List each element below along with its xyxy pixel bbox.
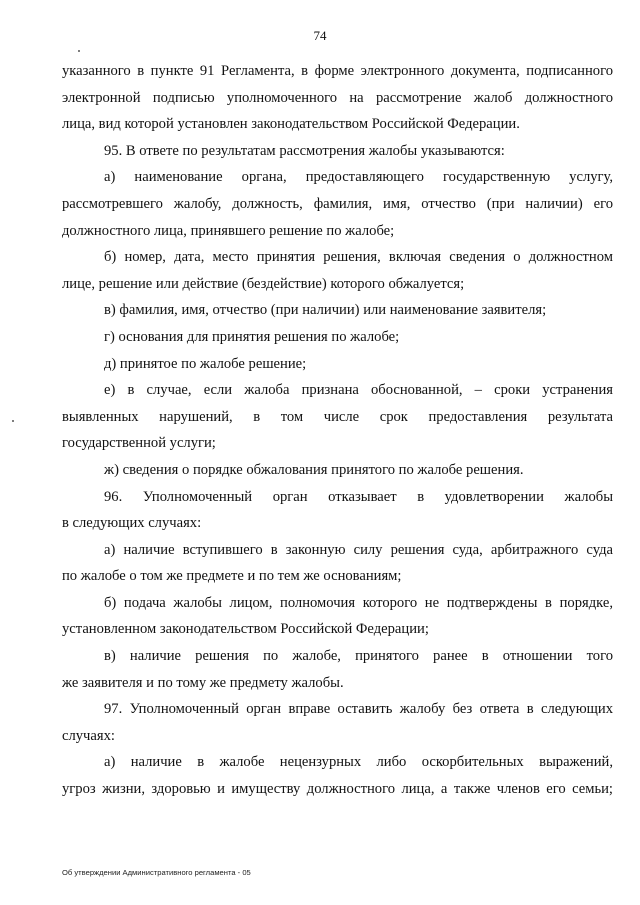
text-line: выявленных нарушений, в том числе срок предоставления результата <box>62 408 613 425</box>
text-line: лице, решение или действие (бездействие) которого обжалуется; <box>62 275 465 292</box>
text-line: а) наличие в жалобе нецензурных либо оскорбительных выражений, <box>104 754 613 771</box>
text-line: лица, вид которой установлен законодательством Российской Федерации. <box>62 116 520 133</box>
text-line: в) наличие решения по жалобе, принятого ранее в отношении того <box>104 648 613 665</box>
section-96-heading: 96. Уполномоченный орган отказывает в удовлетворении жалобы <box>104 488 613 505</box>
text-line: рассмотревшего жалобу, должность, фамилия, имя, отчество (при наличии) его <box>62 195 613 212</box>
document-footer: Об утверждении Административного регламента - 05 <box>62 868 251 877</box>
section-97-heading: 97. Уполномоченный орган вправе оставить жалобу без ответа в следующих <box>104 701 613 718</box>
section-95-heading: 95. В ответе по результатам рассмотрения жалобы указываются: <box>104 142 505 159</box>
text-line: а) наименование органа, предоставляющего государственную услугу, <box>104 169 613 186</box>
text-line: ж) сведения о порядке обжалования принятого по жалобе решения. <box>104 461 524 478</box>
text-line: б) подача жалобы лицом, полномочия которого не подтверждены в порядке, <box>104 594 613 611</box>
text-line: а) наличие вступившего в законную силу решения суда, арбитражного суда <box>104 541 613 558</box>
text-line: угроз жизни, здоровью и имуществу должностного лица, а также членов его семьи; <box>62 781 613 798</box>
text-line: же заявителя и по тому же предмету жалобы. <box>62 674 344 691</box>
text-line: установленном законодательством Российской Федерации; <box>62 621 429 638</box>
text-line: по жалобе о том же предмете и по тем же основаниям; <box>62 568 402 585</box>
page-number: 74 <box>313 28 327 43</box>
text-line: электронной подписью уполномоченного на рассмотрение жалоб должностного <box>62 89 613 106</box>
text-line: государственной услуги; <box>62 435 216 452</box>
scan-speck <box>78 50 80 52</box>
text-line: в следующих случаях: <box>62 515 202 532</box>
text-line: е) в случае, если жалоба признана обоснованной, – сроки устранения <box>104 382 613 399</box>
text-line: указанного в пункте 91 Регламента, в форме электронного документа, подписанного <box>62 63 613 79</box>
scan-speck <box>12 420 14 422</box>
text-line: д) принятое по жалобе решение; <box>104 355 307 372</box>
text-line: должностного лица, принявшего решение по жалобе; <box>62 222 395 239</box>
text-line: в) фамилия, имя, отчество (при наличии) или наименование заявителя; <box>104 302 547 319</box>
document-body <box>62 58 613 803</box>
text-line: г) основания для принятия решения по жалобе; <box>104 328 400 345</box>
text-line: случаях: <box>62 727 115 744</box>
text-line: б) номер, дата, место принятия решения, включая сведения о должностном <box>104 249 613 266</box>
